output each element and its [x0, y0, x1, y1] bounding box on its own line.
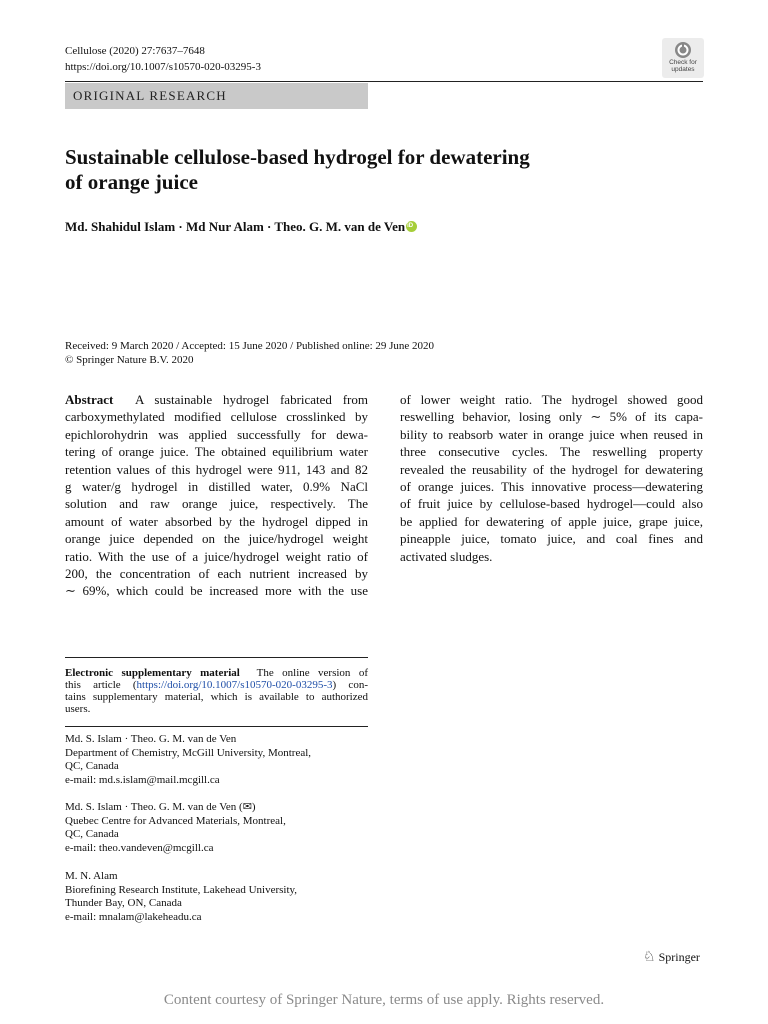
- affiliation-authors: M. N. Alam: [65, 870, 118, 882]
- abstract-line: bility to reabsorb water in orange juice when reused in: [400, 426, 703, 442]
- affiliation-institution: Department of Chemistry, McGill University, Montreal,: [65, 746, 312, 759]
- affiliation-email[interactable]: e-mail: mnalam@lakeheadu.ca: [65, 910, 202, 923]
- affiliation-email[interactable]: e-mail: theo.vandeven@mcgill.ca: [65, 841, 214, 854]
- esm-line: [65, 679, 368, 691]
- author-list: [65, 219, 417, 235]
- abstract-line: [65, 391, 368, 408]
- esm-heading: Electronic supplementary material: [65, 667, 240, 679]
- abstract-line: three consecutive cycles. The reswelling property: [400, 444, 703, 460]
- abstract-line: amount of water absorbed by the hydrogel dipped in: [65, 513, 368, 529]
- title-line: Sustainable cellulose-based hydrogel for dewatering: [65, 145, 530, 169]
- esm-doi-link[interactable]: https://doi.org/10.1007/s10570-020-03295-3: [136, 679, 333, 691]
- abstract-right-column: [400, 391, 703, 565]
- abstract-line: ratio. With the use of a juice/hydrogel weight ratio of: [65, 548, 368, 564]
- abstract-line: epichlorohydrin was applied successfully for dewa-: [65, 426, 368, 442]
- journal-citation: Cellulose (2020) 27:7637–7648: [65, 45, 205, 57]
- copyright-notice: © Springer Nature B.V. 2020: [65, 354, 194, 366]
- abstract-line: 200, the concentration of each nutrient increased by: [65, 565, 368, 581]
- courtesy-footer: Content courtesy of Springer Nature, terms of use apply. Rights reserved.: [163, 992, 605, 1008]
- affiliation-block: [65, 733, 368, 787]
- affiliation-location: Thunder Bay, ON, Canada: [65, 897, 182, 909]
- springer-logo: [643, 950, 700, 965]
- abstract-line: solution and raw orange juice, respectively. The: [65, 496, 368, 512]
- abstract-heading: Abstract: [65, 392, 114, 407]
- affiliation-block: [65, 801, 368, 855]
- section-label-text: ORIGINAL RESEARCH: [73, 88, 227, 103]
- affiliation-authors: Md. S. Islam · Theo. G. M. van de Ven (✉): [65, 801, 256, 813]
- abstract-line: retention values of this hydrogel were 911, 143 and 82: [65, 461, 368, 477]
- check-for-updates-line1: Check for: [669, 59, 697, 66]
- affiliation-institution: Quebec Centre for Advanced Materials, Montreal,: [65, 814, 286, 827]
- esm-line1-text: The online version of: [256, 667, 368, 679]
- abstract-line: of lower weight ratio. The hydrogel showed good: [400, 392, 703, 407]
- affiliation-email[interactable]: e-mail: md.s.islam@mail.mcgill.ca: [65, 773, 220, 786]
- publication-dates: Received: 9 March 2020 / Accepted: 15 June 2020 / Published online: 29 June 2020: [65, 340, 435, 352]
- abstract-line: of fruit juice by cellulose-based hydrogel—could also: [400, 496, 703, 512]
- affiliation-divider: [65, 726, 368, 727]
- affiliation-location: QC, Canada: [65, 828, 119, 840]
- esm-line2-end: ) con-: [332, 679, 368, 691]
- esm-line: users.: [65, 703, 91, 715]
- title-line: of orange juice: [65, 170, 198, 194]
- abstract-line: reswelling behavior, losing only ∼ 5% of its capa-: [400, 409, 703, 425]
- affiliation-authors: Md. S. Islam · Theo. G. M. van de Ven: [65, 733, 237, 745]
- article-title: [65, 145, 625, 195]
- abstract-line: tering of orange juice. The obtained equilibrium water: [65, 444, 368, 460]
- abstract-line: ∼ 69%, which could be increased more with the use: [65, 583, 368, 599]
- abstract-line: g water/g hydrogel in distilled water, 0.9% NaCl: [65, 478, 368, 494]
- affiliation-institution: Biorefining Research Institute, Lakehead University,: [65, 883, 298, 896]
- esm-line: [65, 667, 368, 679]
- springer-knight-icon: ♘: [643, 950, 656, 965]
- abstract-line: activated sludges.: [400, 548, 493, 564]
- esm-line2-start: this article (: [65, 679, 137, 691]
- abstract-line: pineapple juice, tomato juice, and coal fines and: [400, 531, 703, 547]
- abstract-line: carboxymethylated modified cellulose crosslinked by: [65, 409, 368, 425]
- header-divider: [65, 81, 703, 82]
- abstract-line: be applied for dewatering of apple juice, grape juice,: [400, 513, 703, 529]
- abstract-line: orange juice depended on the juice/hydrogel weight: [65, 531, 368, 547]
- check-for-updates-badge[interactable]: [662, 38, 704, 78]
- affiliation-block: [65, 870, 368, 924]
- abstract-line: of orange juices. This innovative process—dewatering: [400, 478, 703, 494]
- affiliation-location: QC, Canada: [65, 760, 119, 772]
- abstract-first-line-text: A sustainable hydrogel fabricated from: [134, 392, 368, 407]
- abstract-left-column: [65, 391, 368, 600]
- footnote-divider: [65, 657, 368, 658]
- article-doi[interactable]: https://doi.org/10.1007/s10570-020-03295-3: [65, 61, 261, 73]
- section-label: [65, 83, 368, 109]
- springer-logo-text: Springer: [658, 950, 700, 964]
- check-for-updates-line2: updates: [671, 66, 695, 73]
- authors-text: Md. Shahidul Islam · Md Nur Alam · Theo. G. M. van de Ven: [65, 219, 406, 234]
- orcid-icon[interactable]: [406, 221, 417, 232]
- refresh-icon: [674, 41, 692, 59]
- supplementary-material-note: [65, 667, 368, 715]
- esm-line: tains supplementary material, which is available to authorized: [65, 691, 368, 703]
- abstract-line: revealed the reusability of the hydrogel for dewatering: [400, 461, 703, 477]
